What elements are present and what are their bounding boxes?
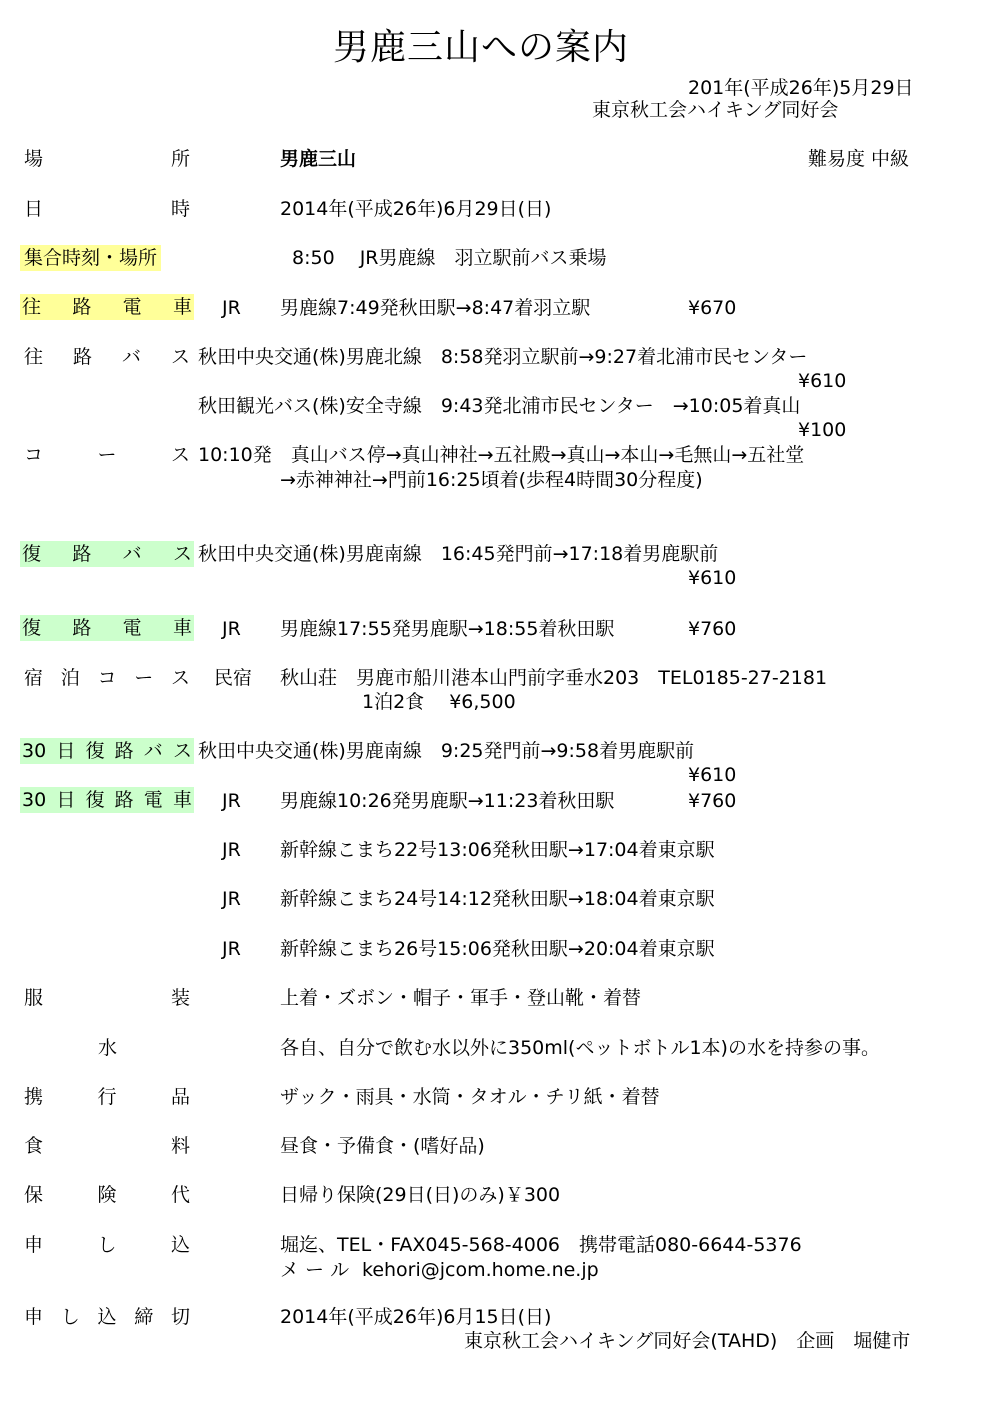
day30-bus-fare: ¥610 — [688, 764, 737, 786]
return-train-fare: ¥760 — [688, 618, 737, 640]
outbound-bus-line2: 秋田観光バス(株)安全寺線 9:43発北浦市民センター →10:05着真山 — [198, 395, 801, 417]
outbound-bus-label: 往 路 バ ス — [24, 346, 190, 368]
day30-train-fare: ¥760 — [688, 790, 737, 812]
lodging-value: 秋山荘 男鹿市船川港本山門前字垂水203 TEL0185-27-2181 — [280, 667, 828, 689]
items-value: ザック・雨具・水筒・タオル・チリ紙・着替 — [280, 1086, 660, 1108]
application-label: 申 し 込 — [24, 1234, 190, 1256]
return-train-line: JR — [222, 618, 241, 640]
course-label: コ ー ス — [24, 444, 190, 466]
course-line2: →赤神神社→門前16:25頃着(歩程4時間30分程度) — [280, 469, 703, 491]
lodging-label: 宿 泊 コ ー ス — [24, 667, 190, 689]
application-value: 堀迄、TEL・FAX045-568-4006 携帯電話080-6644-5376 — [280, 1234, 802, 1256]
shinkansen-3-value: 新幹線こまち26号15:06発秋田駅→20:04着東京駅 — [280, 938, 715, 960]
day30-train-line: JR — [222, 790, 241, 812]
items-label: 携 行 品 — [24, 1086, 190, 1108]
difficulty: 難易度 中級 — [808, 148, 910, 170]
shinkansen-3-line: JR — [222, 938, 241, 960]
deadline-value: 2014年(平成26年)6月15日(日) — [280, 1306, 552, 1328]
email-label: メ ー ル — [280, 1259, 350, 1281]
email-link[interactable]: kehori@jcom.home.ne.jp — [362, 1259, 599, 1281]
place-value: 男鹿三山 — [280, 148, 357, 170]
water-label: 水 — [98, 1037, 118, 1059]
footer-organizer: 東京秋工会ハイキング同好会(TAHD) 企画 堀健市 — [464, 1330, 911, 1352]
day30-train-value: 男鹿線10:26発男鹿駅→11:23着秋田駅 — [280, 790, 615, 812]
outbound-train-value: 男鹿線7:49発秋田駅→8:47着羽立駅 — [280, 297, 591, 319]
document-title: 男鹿三山への案内 — [333, 27, 630, 68]
clothing-label: 服 装 — [24, 987, 190, 1009]
lodging-kind: 民宿 — [214, 667, 253, 689]
meeting-label: 集合時刻・場所 — [20, 245, 161, 271]
day30-bus-label: 30 日 復 路 バ ス — [20, 738, 194, 764]
document-date: 201年(平成26年)5月29日 — [688, 77, 914, 99]
day30-bus-value: 秋田中央交通(株)男鹿南線 9:25発門前→9:58着男鹿駅前 — [198, 740, 695, 762]
outbound-train-label: 往 路 電 車 — [22, 296, 192, 318]
shinkansen-1-value: 新幹線こまち22号13:06発秋田駅→17:04着東京駅 — [280, 839, 715, 861]
day30-train-label: 30 日 復 路 電 車 — [20, 787, 194, 813]
datetime-label: 日 時 — [24, 198, 190, 220]
outbound-train-fare: ¥670 — [688, 297, 737, 319]
outbound-train-line: JR — [222, 297, 241, 319]
food-value: 昼食・予備食・(嗜好品) — [280, 1135, 485, 1157]
shinkansen-2-line: JR — [222, 888, 241, 910]
return-bus-value: 秋田中央交通(株)男鹿南線 16:45発門前→17:18着男鹿駅前 — [198, 543, 719, 565]
return-bus-label: 復 路 バ ス — [22, 543, 192, 565]
food-label: 食 料 — [24, 1135, 190, 1157]
insurance-value: 日帰り保険(29日(日)のみ)￥300 — [280, 1184, 561, 1206]
clothing-value: 上着・ズボン・帽子・軍手・登山靴・着替 — [280, 987, 642, 1009]
outbound-bus-fare2: ¥100 — [798, 419, 847, 441]
shinkansen-1-line: JR — [222, 839, 241, 861]
return-bus-fare: ¥610 — [688, 567, 737, 589]
lodging-detail: 1泊2食 ¥6,500 — [362, 691, 516, 713]
outbound-bus-line1: 秋田中央交通(株)男鹿北線 8:58発羽立駅前→9:27着北浦市民センター — [198, 346, 808, 368]
deadline-label: 申 し 込 締 切 — [24, 1306, 190, 1328]
datetime-value: 2014年(平成26年)6月29日(日) — [280, 198, 552, 220]
organizer-name: 東京秋工会ハイキング同好会 — [592, 99, 839, 121]
meeting-value: 8:50 JR男鹿線 羽立駅前バス乗場 — [292, 247, 607, 269]
shinkansen-2-value: 新幹線こまち24号14:12発秋田駅→18:04着東京駅 — [280, 888, 715, 910]
water-value: 各自、自分で飲む水以外に350ml(ペットボトル1本)の水を持参の事。 — [280, 1037, 880, 1059]
place-label: 場 所 — [24, 148, 190, 170]
return-train-label: 復 路 電 車 — [22, 617, 192, 639]
outbound-bus-fare1: ¥610 — [798, 370, 847, 392]
course-line1: 10:10発 真山バス停→真山神社→五社殿→真山→本山→毛無山→五社堂 — [198, 444, 805, 466]
return-train-value: 男鹿線17:55発男鹿駅→18:55着秋田駅 — [280, 618, 615, 640]
insurance-label: 保 険 代 — [24, 1184, 190, 1206]
